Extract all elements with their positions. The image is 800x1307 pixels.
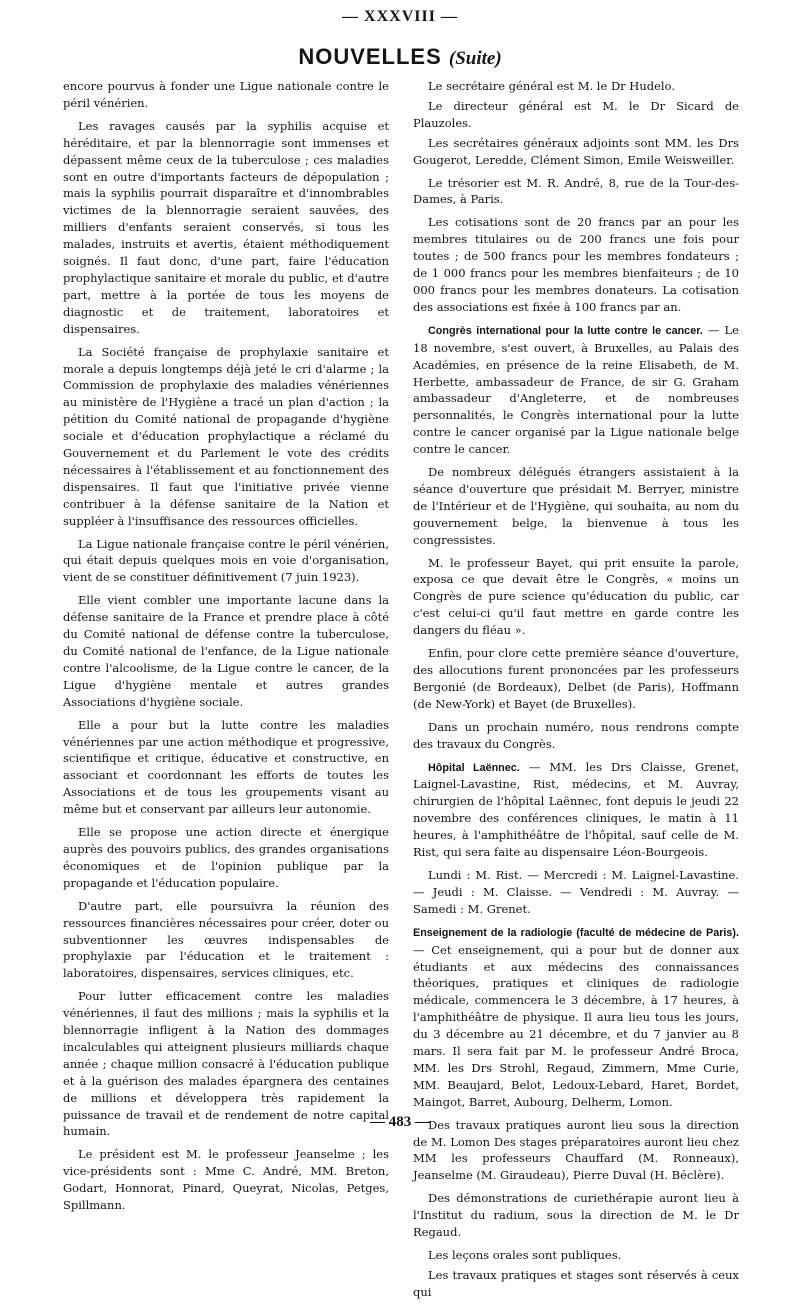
paragraph: Les secrétaires généraux adjoints sont MM. les Drs Gougerot, Leredde, Clément Simon, Emile Weisweiller. [413,135,739,167]
paragraph: Les cotisations sont de 20 francs par an pour les membres titulaires ou de 200 francs une fois pour toutes ; de 500 francs pour les membres fondateurs ; de 1 000 francs pour les membres bienfaiteurs ; de 10 000 francs pour les membres donateurs. La cotisation des associations est fixée à 100 francs par an. [413,215,739,314]
paragraph: Elle vient combler une importante lacune dans la défense sanitaire de la France et prendre place à côté du Comité national de défense contre la tuberculose, du Comité national de l'enfance, de la Ligue nationale contre l'alcoolisme, de la Ligue contre le cancer, de la Ligue d'hygiène mentale et autres grandes Associations d'hygiène sociale. [63,593,389,709]
paragraph: Le directeur général est M. le Dr Sicard de Plauzoles. [413,98,739,130]
radiology-heading: Enseignement de la radiologie (faculté de médecine de Paris). [413,926,739,939]
paragraph: Pour lutter efficacement contre les maladies vénériennes, il faut des millions ; mais la syphilis et la blennorragie infligent à la Nation des dommages incalculables qui atteignent plusieurs milliards chaque année ; chaque million consacré à l'éducation publique et à la guérison des malades épargnera des centaines de millions et développera très rapidement la puissance de travail et de rendement de notre capital humain. [63,989,389,1139]
hospital-schedule: Lundi : M. Rist. — Mercredi : M. Laignel-Lavastine. — Jeudi : M. Claisse. — Vendredi : M. Auvray. — Samedi : M. Grenet. [413,867,739,916]
hospital-heading: Hôpital Laënnec. [428,761,520,774]
roman-page-number: — XXXVIII — [342,8,458,25]
paragraph: Elle a pour but la lutte contre les maladies vénériennes par une action méthodique et progressive, scientifique et critique, éducative et constructive, en associant et coordonnant les efforts de toutes les Associations et de tous les groupements visant au même but et conservant par ailleurs leur autonomie. [63,717,389,817]
paragraph: Le président est M. le professeur Jeanselme ; les vice-présidents sont : Mme C. André, MM. Breton, Godart, Honnorat, Pinard, Queyrat, Nicolas, Petges, Spillmann. [63,1147,389,1213]
paragraph: Les ravages causés par la syphilis acquise et héréditaire, et par la blennorragie sont immenses et dépassent même ceux de la tuberculose ; ces maladies sont en outre d'importants facteurs de dépopulation ; mais la syphilis pourrait disparaître et d'innombrables victimes de la blennorragie seraient sauvées, des milliers d'enfants seraient conservés, si tous les malades, instruits et avertis, étaient méthodiquement soignés. Il faut donc, d'une part, faire l'éducation prophylactique sanitaire et morale du public, et d'autre part, mettre à la portée de tous les moyens de diagnostic et de traitement, laboratoires et dispensaires. [63,118,389,336]
paragraph: M. le professeur Bayet, qui prit ensuite la parole, exposa ce que devait être le Congrès, « moins un Congrès de pure science qu'éducation du public, car c'est celui-ci qu'il faut mettre en garde contre les dangers du fléau ». [413,555,739,638]
paragraph: Elle se propose une action directe et énergique auprès des pouvoirs publics, des grandes organisations économiques et de l'opinion publique par la propagande et l'éducation populaire. [63,825,389,890]
congress-section [413,322,739,458]
section-title [0,44,800,70]
paragraph: La Ligue nationale française contre le péril vénérien, qui était depuis quelques mois en voie d'organisation, vient de se constituer définitivement (7 juin 1923). [63,536,389,585]
paragraph: D'autre part, elle poursuivra la réunion des ressources financières nécessaires pour créer, doter ou subventionner les œuvres indispensables de prophylaxie par l'éducation et le traitement : laboratoires, dispensaires, services cliniques, etc. [63,898,389,981]
congress-lead: — Le 18 novembre, s'est ouvert, à Bruxelles, au Palais des Académies, en présence de la reine Elisabeth, de M. Herbette, ambassadeur de France, de sir G. Graham ambassadeur d'Angleterre, et de nombreuses personnalités, le Congrès international pour la lutte contre le cancer organisé par la Ligue nationale belge contre le cancer. [413,322,739,457]
paragraph: Le trésorier est M. R. André, 8, rue de la Tour-des-Dames, à Paris. [413,175,739,207]
paragraph: encore pourvus à fonder une Ligue nationale contre le péril vénérien. [63,79,389,110]
congress-heading: Congrès international pour la lutte contre le cancer. [428,324,703,337]
paragraph: De nombreux délégués étrangers assistaient à la séance d'ouverture que présidait M. Berryer, ministre de l'Intérieur et de l'Hygiène, qui souhaita, au nom du gouvernement belge, la bienvenue à tous les congressistes. [413,465,739,547]
hospital-lead: — MM. les Drs Claisse, Grenet, Laignel-Lavastine, Rist, médecins, et M. Auvray, chirurgien de l'hôpital Laënnec, font depuis le jeudi 22 novembre des conférences cliniques, le matin à 11 heures, à l'amphithéâtre de l'hôpital, sauf celle de M. Rist, qui sera faite au dispensaire Léon-Bourgeois. [413,759,739,860]
paragraph: Les leçons orales sont publiques. [428,1248,622,1262]
paragraph: Le secrétaire général est M. le Dr Hudelo. [428,79,675,93]
section-title-text: NOUVELLES [298,44,442,69]
paragraph: Des démonstrations de curiethérapie auront lieu à l'Institut du radium, sous la direction de M. le Dr Regaud. [413,1191,739,1240]
left-column [63,78,389,1220]
hospital-section [413,759,739,861]
paragraph: Des travaux pratiques auront lieu sous la direction de M. Lomon Des stages préparatoires auront lieu chez MM les professeurs Chauffard (M. Ronneaux), Jeanselme (M. Giraudeau), Pierre Duval (H. Béclère). [413,1117,739,1183]
radiology-lead: — Cet enseignement, qui a pour but de donner aux étudiants et aux médecins des connaissances théoriques, pratiques et cliniques de radiologie médicale, commencera le 3 décembre, à 17 heures, à l'amphithéâtre de physique. Il aura lieu tous les jours, du 3 décembre au 21 décembre, et du 7 janvier au 8 mars. Il sera fait par M. le professeur André Broca, MM. les Drs Strohl, Regaud, Zimmern, Mme Curie, MM. Beaujard, Belot, Ledoux-Lebard, Haret, Bordet, Maingot, Barret, Aubourg, Delherm, Lomon. [413,942,739,1109]
radiology-section [413,924,739,1111]
paragraph: Enfin, pour clore cette première séance d'ouverture, des allocutions furent prononcées par les professeurs Bergonié (de Bordeaux), Delbet (de Paris), Hoffmann (de New-York) et Bayet (de Bruxelles). [413,646,739,711]
paragraph: La Société française de prophylaxie sanitaire et morale a depuis longtemps déjà jeté le cri d'alarme ; la Commission de prophylaxie des maladies vénériennes au ministère de l'Hygiène a tracé un plan d'action ; la pétition du Comité national de propagande d'hygiène sociale et d'éducation prophylactique a réclamé du Gouvernement et du Parlement le vote des crédits nécessaires à l'établissement et au fonctionnement des dispensaires. Il faut que l'initiative privée vienne contribuer à la défense sanitaire de la Nation et suppléer à l'insuffisance des ressources officielles. [63,344,389,528]
paragraph: Les travaux pratiques et stages sont réservés à ceux qui [413,1267,739,1299]
paragraph: Dans un prochain numéro, nous rendrons compte des travaux du Congrès. [413,719,739,751]
page-number: — 483 — [370,1114,430,1130]
section-title-suffix: (Suite) [448,48,502,69]
